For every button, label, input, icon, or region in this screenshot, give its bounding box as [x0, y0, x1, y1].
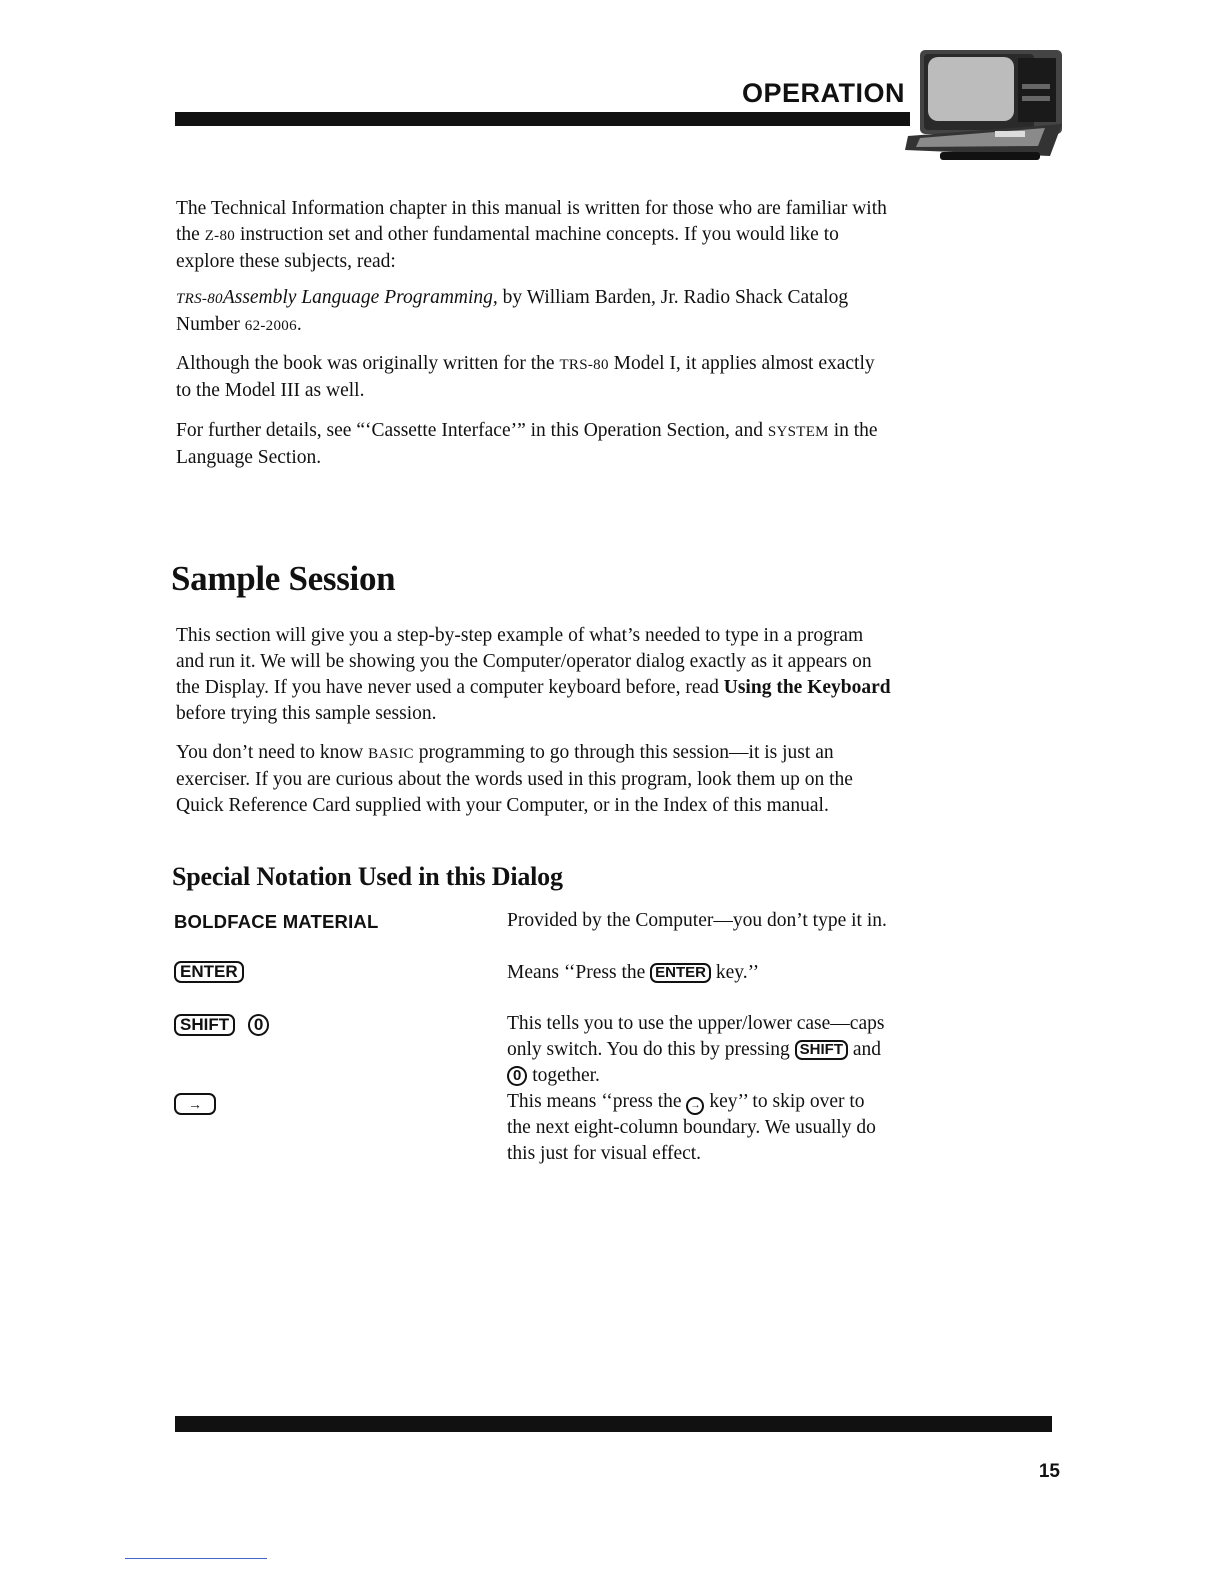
notation-heading: Special Notation Used in this Dialog — [172, 862, 563, 891]
footer-rule — [175, 1416, 1052, 1432]
shift-key-inline-icon: SHIFT — [795, 1040, 848, 1060]
sample-session-heading: Sample Session — [171, 559, 396, 598]
book-reference: TRS-80Assembly Language Programming, by William Barden, Jr. Radio Shack Catalog Number 62-2006. — [176, 287, 849, 335]
notation-term-enter — [174, 961, 244, 984]
basic-note-paragraph: You don’t need to know BASIC programming to go through this session—it is just an exerciser. If you are curious about the words used in this program, look them up on the Quick Reference Card supplied with your Computer, or in the Index of this manual. — [176, 742, 853, 816]
further-details-paragraph: For further details, see “‘Cassette Interface’” in this Operation Section, and SYSTEM in the Language Section. — [176, 420, 878, 468]
notation-def-right-arrow: This means ‘‘press the → key’’ to skip over to the next eight-column boundary. We usually do this just for visual effect. — [507, 1091, 876, 1164]
header-rule — [175, 112, 910, 126]
notation-def-shift-zero: This tells you to use the upper/lower case—caps only switch. You do this by pressing SHIFT and 0 together. — [507, 1013, 885, 1086]
trs80-computer-icon — [900, 44, 1065, 168]
enter-key-inline-icon: ENTER — [650, 963, 711, 983]
model-note-paragraph: Although the book was originally written for the TRS-80 Model I, it applies almost exactly to the Model III as well. — [176, 353, 875, 401]
sample-session-intro: This section will give you a step-by-step example of what’s needed to type in a program and run it. We will be showing you the Computer/operator dialog exactly as it appears on the Display. If you have never used a computer keyboard before, read Using the Keyboard before trying this sample session. — [176, 625, 891, 724]
right-arrow-key-inline-icon: → — [686, 1097, 704, 1115]
notation-term-shift-zero — [174, 1014, 269, 1037]
notation-term-right-arrow — [174, 1093, 216, 1116]
notation-def-boldface: Provided by the Computer—you don’t type it in. — [507, 910, 887, 931]
enter-key-icon: ENTER — [174, 961, 244, 983]
notation-term-boldface: BOLDFACE MATERIAL — [174, 911, 379, 932]
page-number: 15 — [1038, 1461, 1060, 1482]
zero-key-icon: 0 — [248, 1014, 269, 1036]
shift-key-icon: SHIFT — [174, 1014, 235, 1036]
scan-edge-line — [125, 1558, 267, 1559]
zero-key-inline-icon: 0 — [507, 1066, 527, 1086]
right-arrow-key-icon: → — [174, 1093, 216, 1115]
notation-def-enter: Means ‘‘Press the ENTER key.’’ — [507, 962, 760, 983]
intro-paragraph: The Technical Information chapter in this manual is written for those who are familiar with the Z-80 instruction set and other fundamental machine concepts. If you would like to explore these subjects, read: — [176, 198, 887, 272]
section-title: OPERATION — [741, 78, 905, 108]
